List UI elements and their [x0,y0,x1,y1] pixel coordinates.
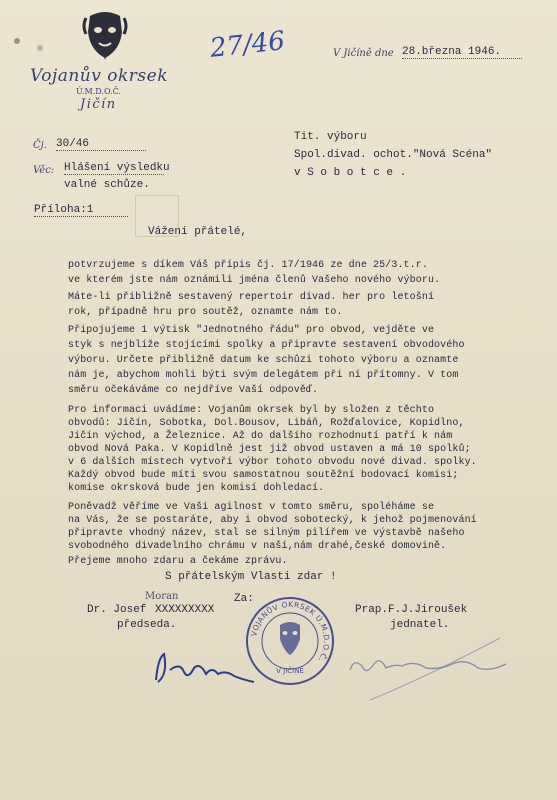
body-line: v 6 dalších místech vytvoří výbor tohoto obvodu nové divad. spolky. [68,457,477,468]
stamp-ring-text: VOJANŮV OKRSEK Ú.M.D.O.Č. [249,599,332,664]
body-line: výboru. Určete přibližně datum ke schůzi tohoto výboru a oznamte [68,355,459,366]
punch-hole [14,38,20,44]
body-line: Máte-li přibližně sestavený repertoir divad. her pro letošní [68,292,435,303]
right-title: jednatel. [390,619,450,631]
right-signature [330,630,530,710]
body-line: svobodného divadelního chrámu v naší,nám drahé,české domovině. [68,541,447,552]
closing: S přátelským Vlasti zdar ! [165,571,337,583]
punch-hole [37,45,43,51]
body-line: komise okrsková bude jen komisí dohledací. [68,483,325,494]
letter-date: 28.března 1946. [402,46,522,59]
recipient-line-1: Tit. výboru [294,131,367,143]
recipient-line-3: v S o b o t c e . [294,167,407,179]
place-date-prefix: V Jičíně dne [333,48,394,59]
handwritten-ref: 27/46 [208,26,287,64]
left-handwritten-name: Moran [145,591,179,602]
left-typed-name: Dr. Josef [87,604,147,616]
body-line: nám je, abychom mohli býti svým delegátem při ní přítomny. V tom [68,370,459,381]
salutation: Vážení přátelé, [148,226,248,238]
body-line: styk s nejblíže stojícími spolky a připravte sestavení obvodového [68,340,465,351]
body-line: Připojujeme 1 výtisk "Jednotného řádu" pro obvod, vejděte ve [68,325,435,336]
body-line: potvrzujeme s díkem Váš přípis čj. 17/1946 ze dne 25/3.t.r. [68,260,428,271]
body-line: na Vás, že se postaráte, aby i obvod sobotecký, k jehož pojmenování [68,515,477,526]
subject-label: Věc: [33,165,55,176]
attachment-label: Příloha:1 [34,204,128,217]
org-sub: Ú.M.D.O.Č. [76,87,121,96]
for-label: Za: [234,593,254,605]
body-line: směru očekáváme co nejdříve Vaší odpověď. [68,385,319,396]
body-line: ve kterém jste nám oznámili jména členů Vašeho nového výboru. [68,275,441,286]
body-line: obvod Nová Paka. V Kopidlně jest již obvod ustaven a má 10 spolků; [68,444,471,455]
theatre-mask-logo-icon [82,10,128,62]
body-line: Každý obvod bude míti svou samostatnou soutěžní bodovací komisi; [68,470,459,481]
stamp-bottom-text: V JIČÍNĚ [276,667,304,675]
subject-line-1: Hlášení výsledku [64,162,170,174]
official-round-stamp-icon [244,595,336,687]
left-title: předseda. [117,619,177,631]
left-struck-name: XXXXXXXXX [155,604,215,616]
body-line: Pro informaci uvádíme: Vojanům okrsek byl by složen z těchto [68,405,435,416]
org-city: Jičín [80,97,117,112]
org-name: Vojanův okrsek [30,66,169,86]
ref-value: 30/46 [56,138,146,151]
ref-label: Čj. [33,140,47,151]
body-line: Přejeme mnoho zdaru a čekáme zprávu. [68,556,288,567]
subject-line-2: valné schůze. [64,179,150,191]
right-typed-name: Prap.F.J.Jiroušek [355,604,468,616]
recipient-line-2: Spol.divad. ochot."Nová Scéna" [294,149,493,161]
body-line: Jičín východ, a Železnice. Až do dalšího rozhodnutí patří k nám [68,431,453,442]
body-line: obvodů: Jičín, Sobotka, Dol.Bousov, Libáň, Rožďalovice, Kopidlno, [68,418,465,429]
body-line: Poněvadž věříme ve Vaši agilnost v tomto směru, spoléháme se [68,502,435,513]
body-line: rok, případně hru pro soutěž, oznamte nám to. [68,307,343,318]
body-line: připravte vhodný název, stal se silným pilířem ve výstavbě našeho [68,528,465,539]
